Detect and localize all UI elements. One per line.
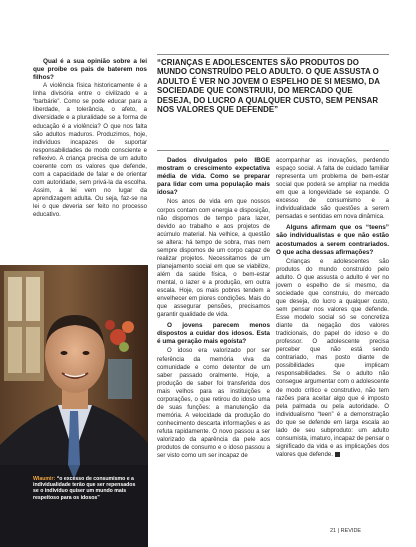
interview-question: O jovens parecem menos dispostos a cuidar dos idosos. Esta é uma geração mais egoísta? <box>157 322 270 346</box>
answer-paragraph <box>276 258 389 459</box>
photo-caption <box>33 476 141 501</box>
answer-text: Crianças e adolescentes são produtos do mundo construído pelo adulto. O que assusta o adulto é ver no jovem o espelho de si mesmo, da sociedade que construiu, do mercado que deseja, do lucro a qualquer custo, sem pensar nos valores que defende. Esse modelo social só se concretiza diante da negação dos valores tradicionais, do papel do idoso e do professor. O adolescente precisa perceber que não está sendo contrariado, mas posto diante de possibilidades que implicam responsabilidades. Se o adulto não consegue argumentar com o adolescente de modo crítico e construtivo, não tem razões para aceitar algo que é imposto pela palmada ou pela autoridade. O individualismo “teen” é a demonstração do que se defende em larga escala ao lado de seu subproduto: um adulto consumista, imaturo, incapaz de pensar o significado da vida e as implicações dos valores que defende. <box>276 257 389 458</box>
interview-question: Qual é a sua opinião sobre a lei que proíbe os pais de baterem nos filhos? <box>33 58 147 82</box>
page-footer <box>330 528 361 534</box>
caption-text: “o excesso de consumismo e a individualidade terão que ser repensados se o indivíduo quiser um mundo mais respeitoso para os idosos” <box>33 476 136 501</box>
page-number: 21 <box>330 528 337 534</box>
middle-column <box>157 157 270 460</box>
answer-paragraph: O idoso era valorizado por ser referência da memória viva da comunidade e como detentor de um saber passado oralmente. Hoje, a produção de saber foi transferida dos mais velhos para as instituições e corporações, o que retirou do idoso uma de suas funções: a manutenção da memória. A velocidade da produção do conhecimento descarta informações e as refuta rapidamente. O novo passou a ser valorizado da aparência da pele aos produtos de consumo e o idoso passou a ser visto como um ser incapaz de <box>157 347 270 460</box>
right-column <box>276 157 389 459</box>
answer-paragraph: acompanhar as inovações, perdendo espaço social. A falta de cuidado familiar representa um problema de bem-estar social que poderá se ampliar na medida em que a longevidade se expande. O excesso de consumismo e a individualidade são questões a serem pensadas e sentidas em nova dinâmica. <box>276 157 389 221</box>
answer-paragraph: Nos anos de vida em que nossos corpos contam com energia e disposição, não dispomos de tempo para lazer, devido ao trabalho e aos projetos de acúmulo material. Na velhice, a questão se altera: há tempo de sobra, mas nem sempre dispomos de um corpo capaz de realizar projetos. Necessitamos de um planejamento social em que se viabilize, além da saúde física, o bem-estar mental, o lazer e a produção, em outra escala. Hoje, os mais pobres tendem a envelhecer em piores condições. Mais do que assegurar pensões, precisamos garantir qualidade de vida. <box>157 198 270 319</box>
answer-paragraph: A violência física historicamente é a linha divisória entre o civilizado e a “barbárie”. Como se pode educar para a liberdade, a tolerância, o afeto, a diversidade e a pluralidade se a forma de educação é a violência? O que nos falta são adultos maduros. Produzimos, hoje, indivíduos incapazes de suportar responsabilidades de modo consciente e reflexivo. A criança precisa de um adulto coerente com os valores que defende, com a capacidade de falar e de orientar com autoridade, sem privá-la da escolha. Assim, a lei vem no lugar da aprendizagem adulta. Ou seja, faz-se na lei o que deveria ser feito no processo educativo. <box>33 82 147 219</box>
portrait-illustration <box>0 265 148 547</box>
pull-quote-headline: “CRIANÇAS E ADOLESCENTES SÃO PRODUTOS DO MUNDO CONSTRUÍDO PELO ADULTO. O QUE ASSUSTA O ADULTO É VER NO JOVEM O ESPELHO DE SI MESMO, DA SOCIEDADE QUE CONSTRUIU, DO MERCADO QUE DESEJA, DO LUCRO A QUALQUER CUSTO, SEM PENSAR NOS VALORES QUE DEFENDE” <box>157 58 380 115</box>
headline-bottom-rule <box>157 150 389 151</box>
caption-name: Wlaumir: <box>33 476 56 482</box>
left-column <box>33 58 147 219</box>
interviewee-photo <box>0 265 148 547</box>
interview-question: Alguns afirmam que os “teens” são individualistas e que não estão acostumados a serem contrariados. O que acha dessas afirmações? <box>276 224 389 256</box>
headline-top-rule <box>157 54 389 55</box>
magazine-name: REVIDE <box>340 528 362 534</box>
footer-separator: | <box>337 528 340 534</box>
interview-question: Dados divulgados pelo IBGE mostram o crescimento expectativa média de vida. Como se preparar para lidar com uma população mais idosa? <box>157 157 270 197</box>
end-of-article-mark <box>335 452 340 457</box>
